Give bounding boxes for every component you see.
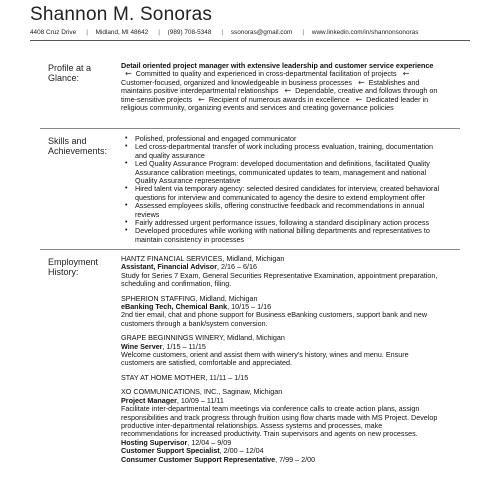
job-company: STAY AT HOME MOTHER, 11/11 – 1/15 xyxy=(121,372,249,382)
employment-body xyxy=(121,255,441,464)
job-entry xyxy=(121,255,441,289)
job-company: HANTZ FINANCIAL SERVICES, Midland, Michigan xyxy=(121,254,285,263)
profile-point: Establishes and maintains positive interdepartmental relationships xyxy=(121,77,420,96)
profile-point: Committed to quality and experienced in cross-departmental facilitation of projects xyxy=(135,69,397,79)
header-rule xyxy=(30,40,470,41)
employment-label: Employment History: xyxy=(48,257,99,277)
job-entry xyxy=(121,388,441,464)
skills-body xyxy=(121,135,441,244)
job-company: XO COMMUNICATIONS, INC., Saginaw, Michigan xyxy=(121,387,283,397)
separator: | xyxy=(302,29,305,36)
job-dates: , 7/99 – 2/00 xyxy=(275,454,316,464)
arrow-icon: ⇜ xyxy=(284,86,292,96)
separator: | xyxy=(221,29,224,36)
section-divider xyxy=(40,128,460,129)
profile-point: Dependable, creative and follows through on time-sensitive projects xyxy=(121,86,438,104)
job-title: Hosting Supervisor xyxy=(121,437,188,447)
phone: (989) 708-5348 xyxy=(167,29,212,36)
list-item: • Assessed employees skills, offering constructive feedback and recommendations in annual reviews xyxy=(135,202,441,219)
job-dates: , 12/04 – 9/09 xyxy=(187,437,232,447)
email[interactable]: ssonoras@gmail.com xyxy=(230,29,293,36)
arrow-icon: ⇜ xyxy=(125,69,132,79)
job-title: Consumer Customer Support Representative xyxy=(121,454,276,464)
arrow-icon: ⇜ xyxy=(355,94,363,104)
job-description: 2nd tier email, chat and phone support for Business eBanking customers, support bank and new customers through a bank/system conversion. xyxy=(121,310,428,328)
job-entry xyxy=(121,374,441,382)
skills-list xyxy=(121,135,441,244)
separator: | xyxy=(86,29,88,36)
separator: | xyxy=(158,29,160,36)
job-dates: , 2/00 – 12/04 xyxy=(219,446,264,456)
list-item: • Polished, professional and engaged communicator xyxy=(135,135,441,143)
job-dates: , 1/15 – 11/15 xyxy=(162,341,206,351)
profile-intro: Detail oriented project manager with extensive leadership and customer service experience xyxy=(121,61,434,70)
job-dates: , 2/16 – 6/16 xyxy=(217,262,257,272)
arrow-icon: ⇜ xyxy=(402,69,410,79)
job-entry xyxy=(121,295,441,329)
arrow-icon: ⇜ xyxy=(357,77,365,87)
job-description: Study for Series 7 Exam, General Securities Representative Examination, appointment preparation, scheduling and confirmation, filing. xyxy=(121,270,438,289)
profile-point: Customer-focused, organized and knowledgeable in business processes xyxy=(121,77,352,87)
city: Midland, MI 48642 xyxy=(95,29,149,36)
list-item: • Led Quality Assurance Program: developed documentation and definitions, facilitated Quality Assurance calibration meetings, communicated updates to team, management and national Quality Assurance representative xyxy=(135,160,441,185)
skills-label: Skills and Achievements: xyxy=(48,136,108,156)
candidate-name: Shannon M. Sonoras xyxy=(30,4,213,25)
address: 4408 Cruz Drive xyxy=(30,29,77,36)
list-item: • Fairly addressed urgent performance issues, following a standard disciplinary action process xyxy=(135,219,441,227)
profile-label: Profile at a Glance: xyxy=(48,63,92,83)
linkedin-link[interactable]: www.linkedin.com/in/shannonsonoras xyxy=(311,29,419,36)
profile-point: Recipient of numerous awards in excellence xyxy=(208,94,350,104)
job-dates: , 10/15 – 1/16 xyxy=(227,302,272,312)
job-entry xyxy=(121,334,441,368)
job-title: Assistant, Financial Advisor xyxy=(121,262,217,272)
job-company: SPHERION STAFFING, Midland, Michigan xyxy=(121,293,258,303)
job-company: GRAPE BEGINNINGS WINERY, Midland, Michigan xyxy=(121,333,285,343)
list-item: • Hired talent via temporary agency: selected desired candidates for interview, created behavioral questions for interview and communicated to agency the desire to extend employment offer xyxy=(135,185,441,202)
section-divider xyxy=(40,249,460,250)
job-title: Customer Support Specialist xyxy=(121,446,220,456)
job-title: Wine Server xyxy=(121,341,163,351)
arrow-icon: ⇜ xyxy=(198,94,205,104)
job-title: eBanking Tech, Chemical Bank xyxy=(121,302,228,312)
job-title: Project Manager xyxy=(121,395,177,405)
job-dates: , 10/09 – 11/11 xyxy=(176,395,224,405)
job-description: Welcome customers, orient and assist them with winery’s history, wines and menu. Ensure customers are satisfied, comfortable and appreciated. xyxy=(121,350,409,368)
list-item: • Developed procedures while working with national billing departments and representatives to maintain consistency in processes xyxy=(135,227,441,244)
job-description: Facilitate inter-departmental team meetings via conference calls to create action plans, assign responsibilities and track progress through fruition using flow charts made with MS Project. Develop productive inter-departmental relationships. Assess systems and processes, make recommendations for increased productivity. Train supervisors and agents on new processes. xyxy=(121,404,438,439)
contact-line xyxy=(30,29,470,36)
profile-point: Dedicated leader in religious community, organizing events and services and creating governance policies xyxy=(121,94,429,113)
profile-body xyxy=(121,62,441,112)
list-item: • Led cross-departmental transfer of work including process evaluation, training, documentation and quality assurance xyxy=(135,143,441,160)
